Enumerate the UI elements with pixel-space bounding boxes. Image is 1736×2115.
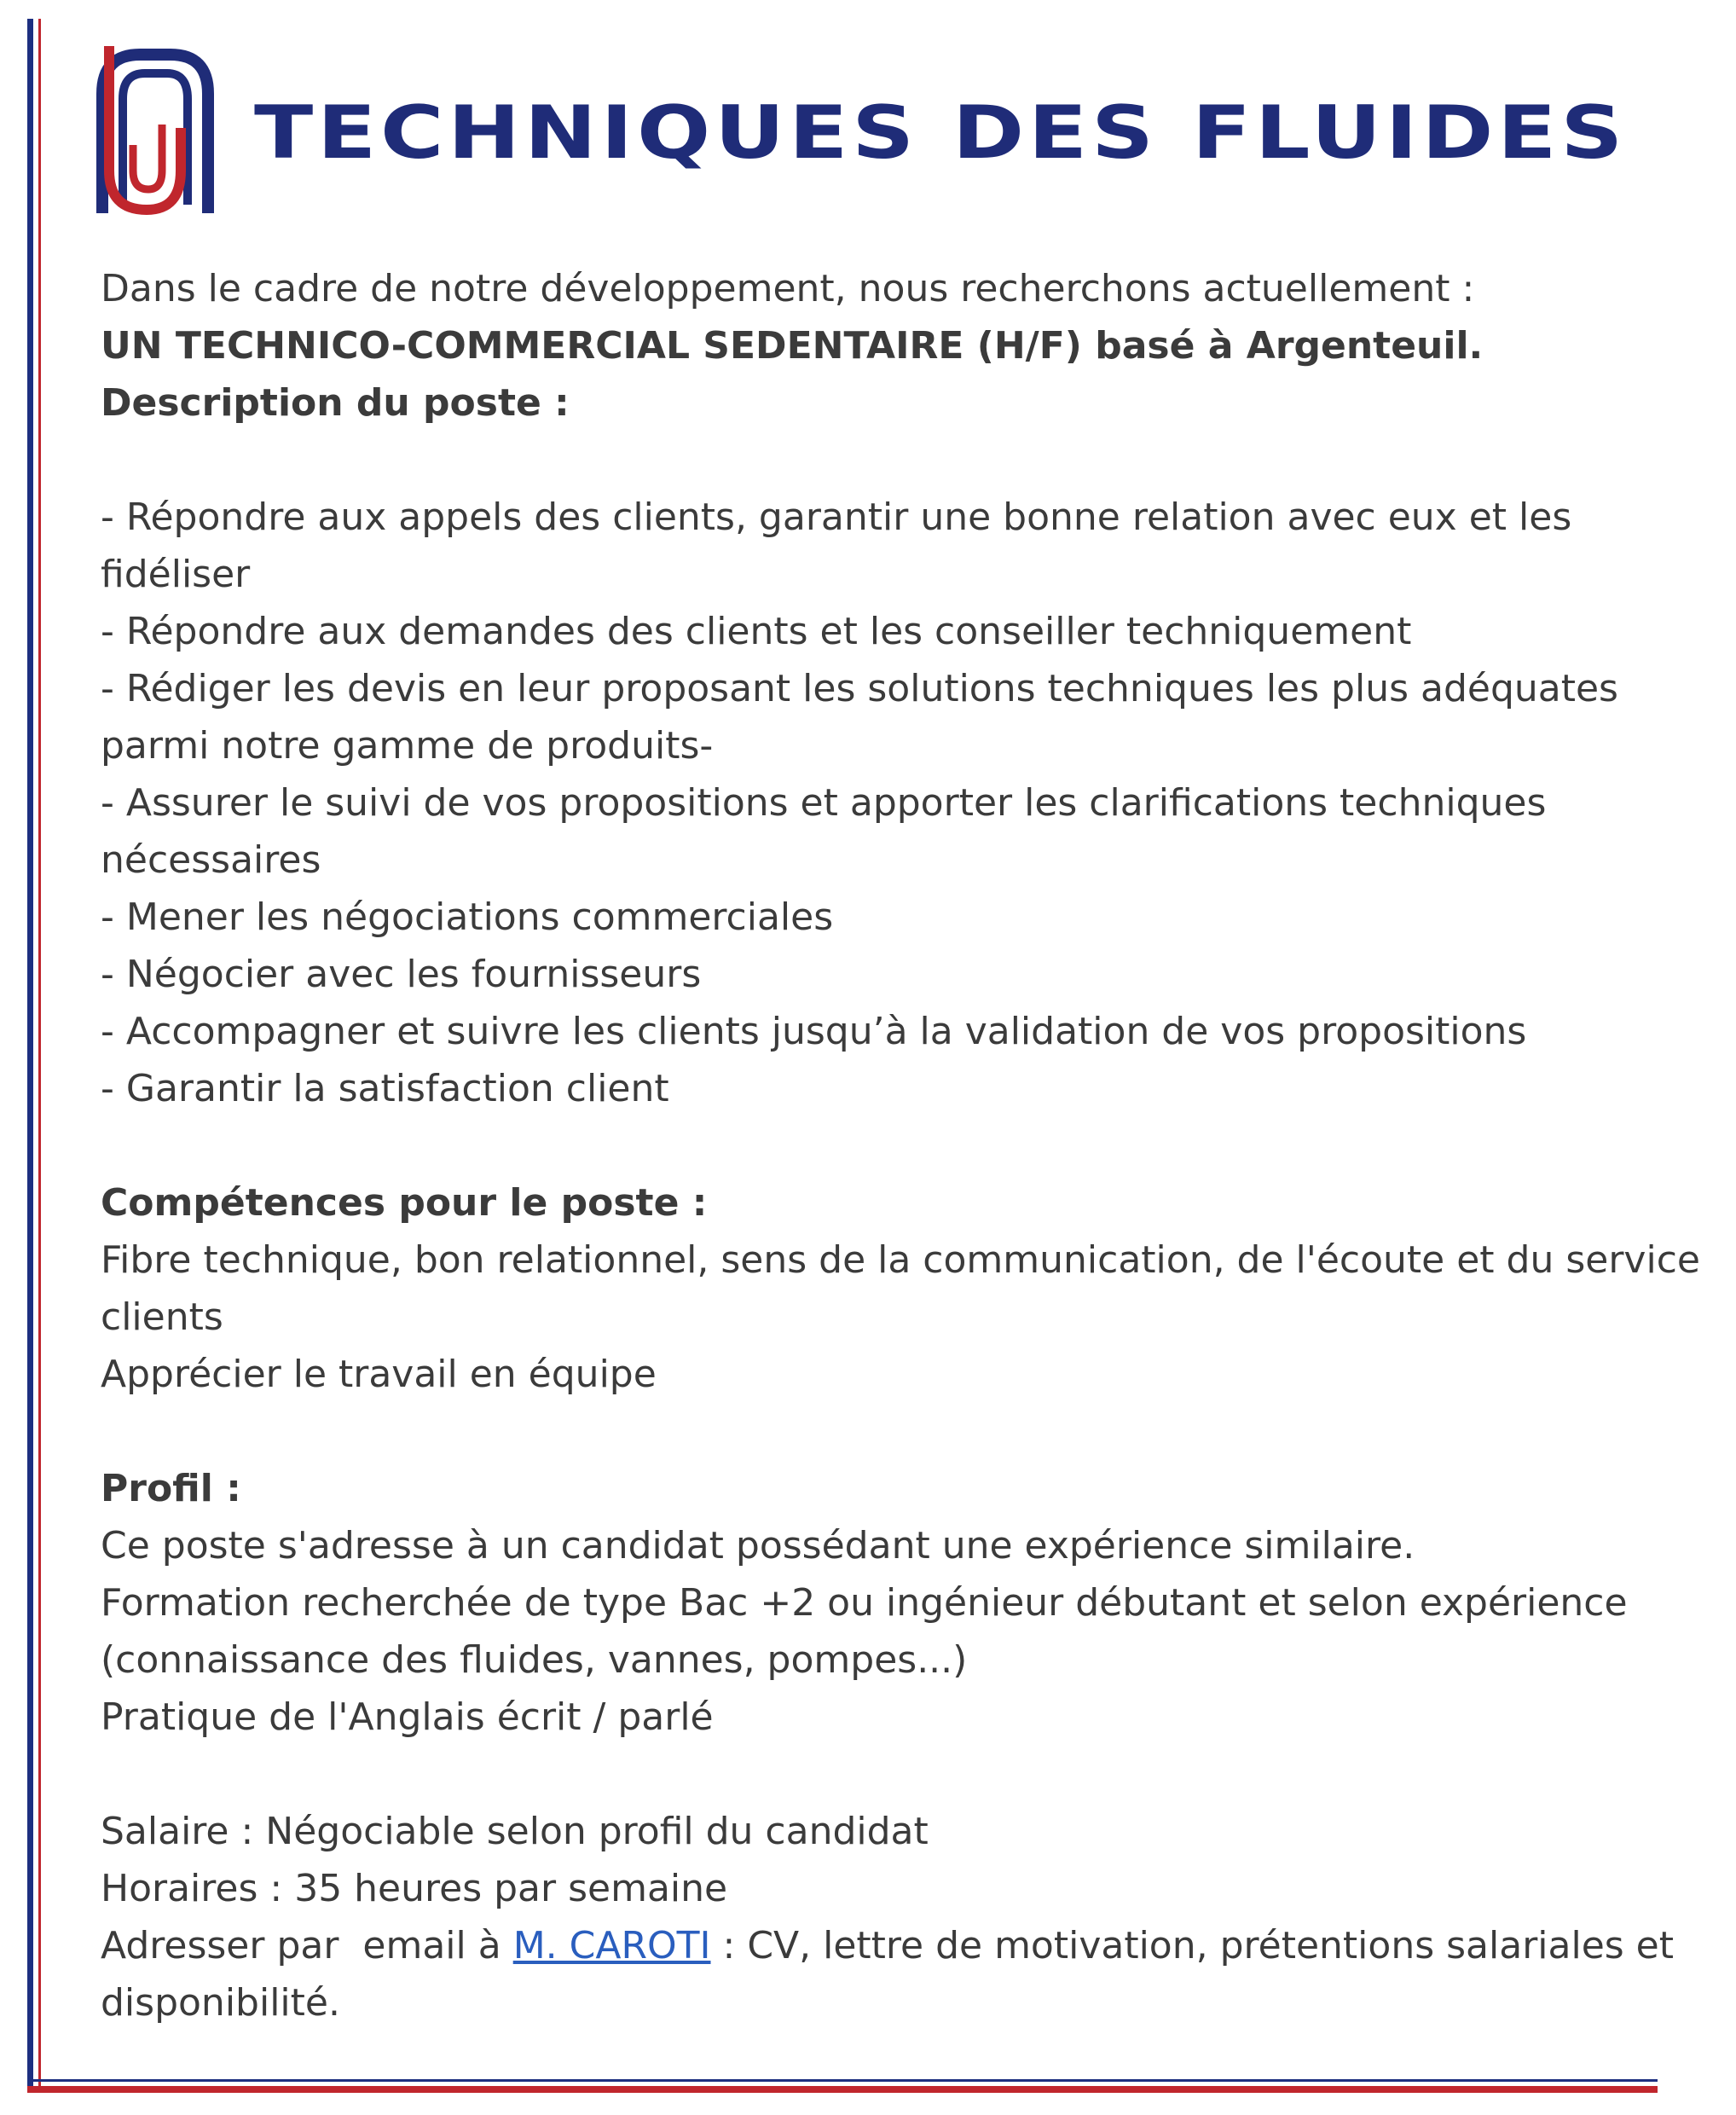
- description-line: - Garantir la satisfaction client: [101, 1067, 669, 1110]
- apply-line: [101, 1917, 1733, 1974]
- skills-line: Fibre technique, bon relationnel, sens de la communication, de l'écoute et du service: [101, 1238, 1700, 1282]
- description-line: - Répondre aux appels des clients, garantir une bonne relation avec eux et les: [101, 495, 1572, 539]
- apply-last-line: disponibilité.: [101, 1981, 340, 2025]
- description-line: - Négocier avec les fournisseurs: [101, 953, 702, 996]
- profile-line: (connaissance des fluides, vannes, pompes...): [101, 1638, 968, 1682]
- header: [92, 43, 1628, 223]
- apply-prefix: Adresser par email à: [101, 1924, 513, 1967]
- job-offer-body: [101, 260, 1733, 2031]
- border-bottom-navy: [27, 2079, 1658, 2082]
- description-line: nécessaires: [101, 838, 321, 882]
- skills-line: clients: [101, 1295, 223, 1339]
- description-line: - Rédiger les devis en leur proposant les solutions techniques les plus adéquates: [101, 667, 1618, 710]
- description-line: - Répondre aux demandes des clients et les conseiller techniquement: [101, 610, 1412, 653]
- hours-text: Horaires : 35 heures par semaine: [101, 1867, 728, 1910]
- description-line: parmi notre gamme de produits-: [101, 724, 714, 768]
- border-left-navy: [27, 19, 33, 2091]
- profile-line: Ce poste s'adresse à un candidat possédant une expérience similaire.: [101, 1524, 1415, 1567]
- skills-line: Apprécier le travail en équipe: [101, 1353, 657, 1396]
- border-bottom-red: [27, 2086, 1658, 2093]
- company-logo-icon: [92, 43, 218, 223]
- skills-heading: Compétences pour le poste :: [101, 1181, 708, 1225]
- description-heading: Description du poste :: [101, 381, 570, 425]
- profile-heading: Profil :: [101, 1467, 241, 1510]
- profile-line: Pratique de l'Anglais écrit / parlé: [101, 1695, 714, 1739]
- spacer: [101, 1117, 1733, 1174]
- company-name: TECHNIQUES DES FLUIDES: [254, 90, 1628, 176]
- profile-line: Formation recherchée de type Bac +2 ou ingénieur débutant et selon expérience: [101, 1581, 1628, 1625]
- description-line: - Assurer le suivi de vos propositions et apporter les clarifications techniques: [101, 781, 1547, 825]
- spacer: [101, 1746, 1733, 1803]
- description-line: - Accompagner et suivre les clients jusqu’à la validation de vos propositions: [101, 1010, 1527, 1053]
- salary-text: Salaire : Négociable selon profil du candidat: [101, 1810, 929, 1853]
- border-left-red: [38, 19, 41, 2091]
- position-title: UN TECHNICO-COMMERCIAL SEDENTAIRE (H/F) basé à Argenteuil.: [101, 324, 1484, 368]
- spacer: [101, 1403, 1733, 1460]
- spacer: [101, 432, 1733, 489]
- contact-email-link[interactable]: M. CAROTI: [512, 1924, 711, 1967]
- description-line: fidéliser: [101, 553, 251, 596]
- apply-suffix: : CV, lettre de motivation, prétentions salariales et: [710, 1924, 1674, 1967]
- intro-text: Dans le cadre de notre développement, nous recherchons actuellement :: [101, 267, 1475, 310]
- description-line: - Mener les négociations commerciales: [101, 895, 834, 939]
